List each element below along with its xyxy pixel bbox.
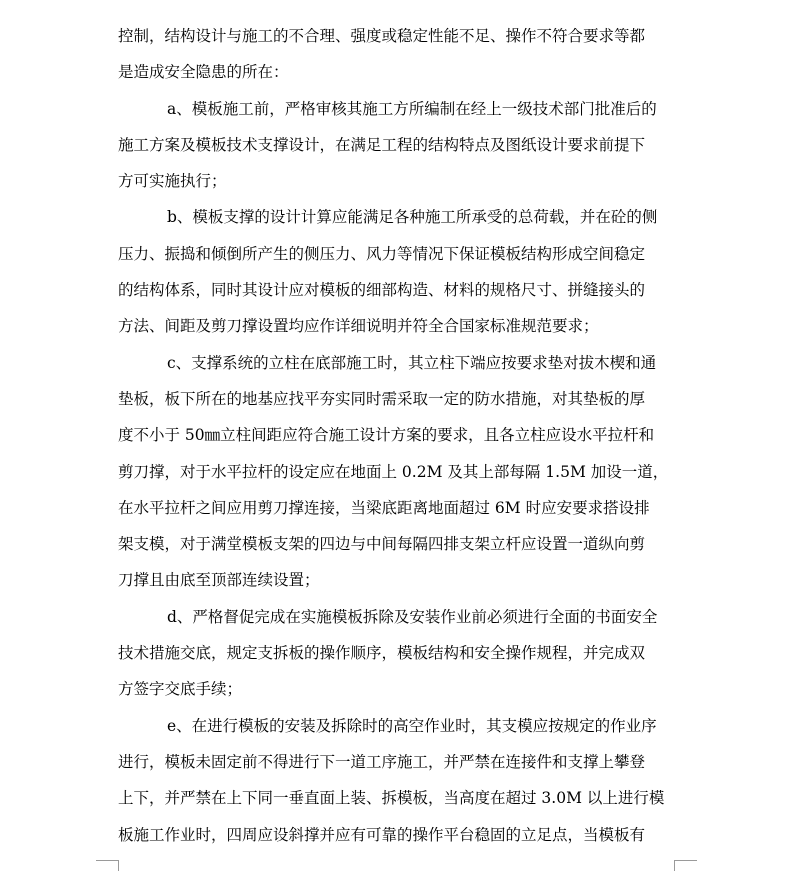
text-line: 刀撑且由底至顶部连续设置； [118,571,320,590]
text-line: c、支撑系统的立柱在底部施工时，其立柱下端应按要求垫对拔木楔和通 [167,353,657,372]
text-line: 在水平拉杆之间应用剪刀撑连接，当梁底距离地面超过 6M 时应安要求搭设排 [118,498,650,517]
text-line: 架支模，对于满堂模板支架的四边与中间每隔四排支架立杆应设置一道纵向剪 [118,535,646,554]
text-line: 方法、间距及剪刀撑设置均应作详细说明并符全合国家标准规范要求； [118,317,599,336]
text-line: 剪刀撑，对于水平拉杆的设定应在地面上 0.2M 及其上部每隔 1.5M 加设一道， [118,462,669,481]
text-line: 控制，结构设计与施工的不合理、强度或稳定性能不足、操作不符合要求等都 [118,27,646,45]
page-corner-mark-left [96,860,119,871]
text-line: 压力、振捣和倾倒所产生的侧压力、风力等情况下保证模板结构形成空间稳定 [118,244,646,263]
text-line: 是造成安全隐患的所在： [118,63,289,82]
text-line: 方签字交底手续； [118,680,243,699]
text-line: 施工方案及模板技术支撑设计，在满足工程的结构特点及图纸设计要求前提下 [118,135,646,154]
text-line: 上下，并严禁在上下同一垂直面上装、拆模板，当高度在超过 3.0M 以上进行模 [118,789,665,808]
page-corner-mark-right [674,860,697,871]
text-line: 板施工作业时，四周应设斜撑并应有可靠的操作平台稳固的立足点，当模板有 [118,825,646,844]
text-line: 进行，模板未固定前不得进行下一道工序施工，并严禁在连接件和支撑上攀登 [118,752,646,771]
text-line: 技术措施交底，规定支拆板的操作顺序，模板结构和安全操作规程，并完成双 [118,644,646,663]
text-line: e、在进行模板的安装及拆除时的高空作业时，其支模应按规定的作业序 [167,716,657,735]
text-line: a、模板施工前，严格审核其施工方所编制在经上一级技术部门批准后的 [167,99,657,118]
text-line: 度不小于 50㎜立柱间距应符合施工设计方案的要求，且各立柱应设水平拉杆和 [118,426,655,445]
text-line: 的结构体系，同时其设计应对模板的细部构造、材料的规格尺寸、拼缝接头的 [118,281,646,300]
text-line: b、模板支撑的设计计算应能满足各种施工所承受的总荷载，并在砼的侧 [167,208,658,227]
text-line: d、严格督促完成在实施模板拆除及安装作业前必须进行全面的书面安全 [167,607,658,626]
body-text [118,18,673,853]
text-line: 方可实施执行； [118,172,227,191]
text-line: 垫板，板下所在的地基应找平夯实同时需采取一定的防水措施，对其垫板的厚 [118,389,646,408]
